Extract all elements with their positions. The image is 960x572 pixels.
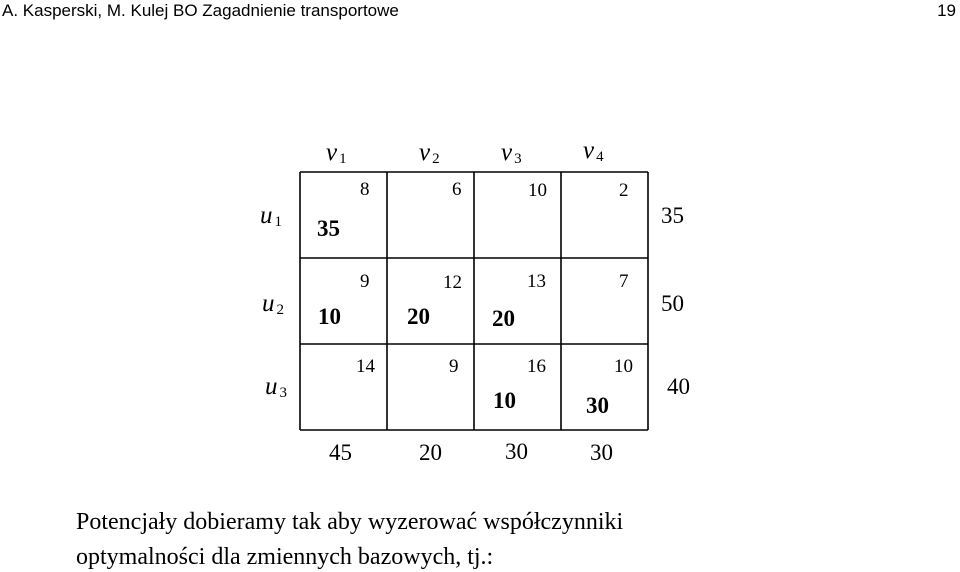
body-text-line: Potencjały dobieramy tak aby wyzerować współczynniki xyxy=(76,509,624,535)
supply-value: 40 xyxy=(667,374,690,399)
cell-cost: 6 xyxy=(452,179,462,200)
demand-value: 30 xyxy=(590,440,613,465)
column-potential-v3: v $_3$ xyxy=(501,139,522,167)
column-potential-v2: v $_2$ xyxy=(419,139,440,167)
cell-cost: 9 xyxy=(360,271,370,292)
column-potential-v4: v $_4$ xyxy=(583,137,604,165)
cell-cost: 10 xyxy=(528,180,547,201)
cell-allocation: 10 xyxy=(318,304,341,329)
cell-cost: 8 xyxy=(360,179,370,200)
body-text-line: optymalności dla zmiennych bazowych, tj.: xyxy=(76,544,494,570)
cell-allocation: 20 xyxy=(492,306,515,331)
cell-cost: 16 xyxy=(527,356,546,377)
cell-allocation: 10 xyxy=(493,388,516,413)
cell-allocation: 20 xyxy=(407,304,430,329)
row-potential-u3: u $_3$ xyxy=(265,373,287,401)
row-potential-u2: u $_2$ xyxy=(262,290,284,318)
cell-cost: 12 xyxy=(443,272,462,293)
supply-value: 35 xyxy=(661,203,684,228)
cell-cost: 13 xyxy=(527,271,546,292)
cell-allocation: 35 xyxy=(317,216,340,241)
cell-cost: 7 xyxy=(619,271,629,292)
cell-cost: 10 xyxy=(614,356,633,377)
demand-value: 30 xyxy=(505,439,528,464)
header-title: A. Kasperski, M. Kulej BO Zagadnienie transportowe xyxy=(2,1,399,20)
cell-cost: 14 xyxy=(356,356,375,377)
cell-cost: 2 xyxy=(619,180,629,201)
demand-value: 45 xyxy=(329,440,352,465)
page-number: 19 xyxy=(937,1,956,20)
column-potential-v1: v $_1$ xyxy=(326,139,347,167)
row-potential-u1: u $_1$ xyxy=(260,202,282,230)
demand-value: 20 xyxy=(419,440,442,465)
cell-cost: 9 xyxy=(449,356,459,377)
supply-value: 50 xyxy=(661,291,684,316)
cell-allocation: 30 xyxy=(586,393,609,418)
